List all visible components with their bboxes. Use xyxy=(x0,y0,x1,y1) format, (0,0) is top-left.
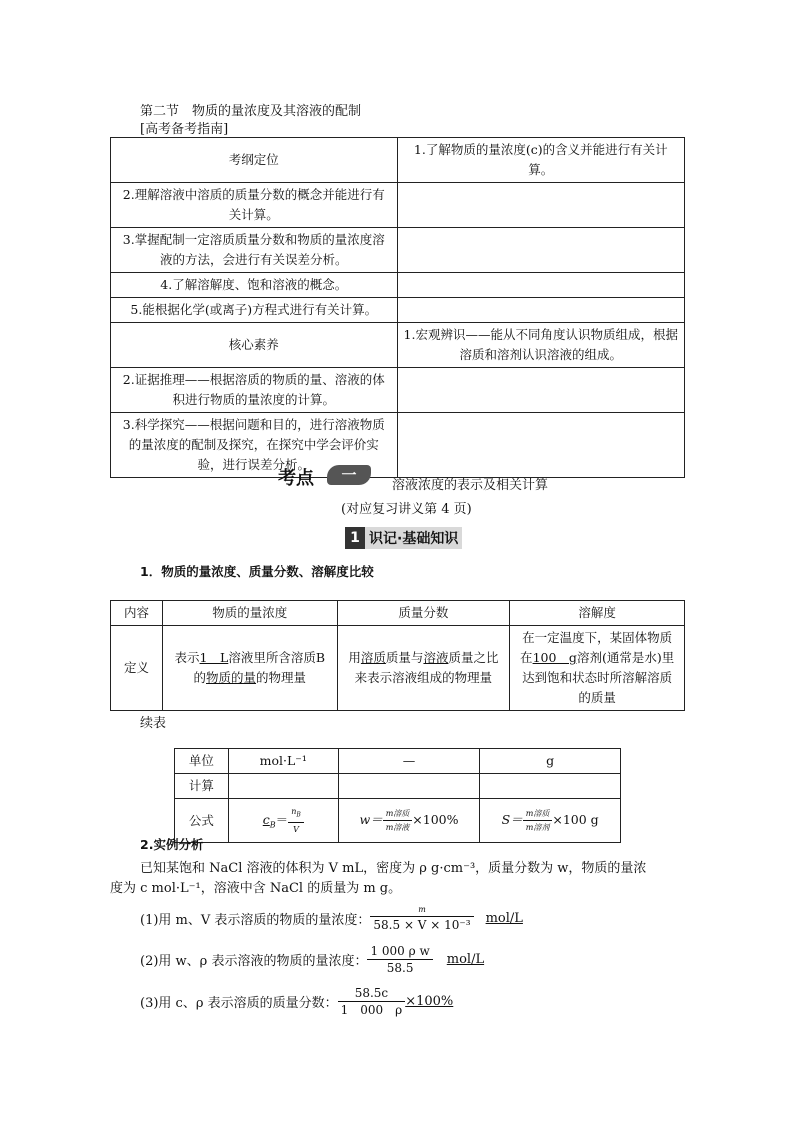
text: m xyxy=(370,903,473,917)
text: V xyxy=(293,824,299,834)
text: m溶质 xyxy=(383,807,413,821)
text: B xyxy=(269,820,276,830)
badge-number: 一 xyxy=(341,466,357,484)
text: ×100 g xyxy=(552,812,599,827)
text: 在一定温度下，某固体物质在 xyxy=(520,630,673,665)
kaodian-heading xyxy=(278,464,314,490)
cell: 1.宏观辨识——能从不同角度认识物质组成，根据溶质和溶剂认识溶液的组成。 xyxy=(397,323,685,368)
text: c xyxy=(262,812,270,827)
kaodian-text: 考点 xyxy=(278,468,314,489)
guide-label: [高考备考指南] xyxy=(140,122,229,137)
cell: 5.能根据化学(或离子)方程式进行有关计算。 xyxy=(111,298,398,323)
cell: 定义 xyxy=(111,626,163,711)
item2-para1: 已知某饱和 NaCl 溶液的体积为 V mL，密度为 ρ g·cm⁻³，质量分数为 w，物质的量浓 xyxy=(140,861,647,876)
text: m溶液 xyxy=(385,823,410,832)
header-cell: 溶解度 xyxy=(510,601,685,626)
cell xyxy=(397,228,685,273)
cell xyxy=(337,626,510,711)
cell: 核心素养 xyxy=(111,323,398,368)
formula-c-lhs xyxy=(262,812,276,830)
table-row xyxy=(111,273,685,298)
text: 1 000 ρ xyxy=(340,1003,403,1017)
text: (1)用 m、V 表示溶质的物质的量浓度： xyxy=(140,912,371,928)
question-1 xyxy=(140,903,523,933)
text: 溶液 xyxy=(423,650,449,665)
table-row xyxy=(111,183,685,228)
table-row xyxy=(111,228,685,273)
table-row xyxy=(111,298,685,323)
cell xyxy=(228,774,338,799)
cell xyxy=(397,298,685,323)
section-ref: (对应复习讲义第 4 页) xyxy=(341,502,472,517)
continued-label: 续表 xyxy=(140,716,167,731)
item2-para2: 度为 c mol·L⁻¹，溶液中含 NaCl 的质量为 m g。 xyxy=(110,881,402,896)
formula-w-frac xyxy=(383,807,413,834)
header-cell: 物质的量浓度 xyxy=(162,601,337,626)
text: 100 g xyxy=(532,650,577,665)
cell: 2.理解溶液中溶质的质量分数的概念并能进行有关计算。 xyxy=(111,183,398,228)
cell: g xyxy=(480,749,621,774)
cell: 3.掌握配制一定溶质质量分数和物质的量浓度溶液的方法，会进行有关误差分析。 xyxy=(111,228,398,273)
cell: 考纲定位 xyxy=(111,138,398,183)
cell: 单位 xyxy=(175,749,229,774)
cell xyxy=(480,774,621,799)
text: 溶液里所含溶质B 的 xyxy=(193,650,325,685)
text: n xyxy=(291,807,297,817)
text: mol/L xyxy=(485,910,523,926)
unit-table xyxy=(174,748,621,843)
text: (3)用 c、ρ 表示溶质的质量分数： xyxy=(140,996,338,1011)
cell xyxy=(397,368,685,413)
header-cell: 质量分数 xyxy=(337,601,510,626)
cell: 公式 xyxy=(175,799,229,843)
text: 质量与 xyxy=(385,650,424,665)
header-cell: 内容 xyxy=(111,601,163,626)
cell xyxy=(162,626,337,711)
text: 的物理量 xyxy=(256,670,307,685)
text: S＝ xyxy=(501,812,523,827)
compare-table xyxy=(110,600,685,711)
q2-frac xyxy=(367,943,432,976)
cell: mol·L⁻¹ xyxy=(228,749,338,774)
text: 溶质 xyxy=(360,650,386,665)
item2-title: 2.实例分析 xyxy=(140,837,204,852)
text: 1 L xyxy=(199,650,229,665)
page-title: 第二节 物质的量浓度及其溶液的配制 xyxy=(140,104,362,119)
table-row xyxy=(175,749,621,774)
cell: 3.科学探究——根据问题和目的，进行溶液物质的量浓度的配制及探究，在探究中学会评价实验，进行误差分析。 xyxy=(111,413,398,478)
cell xyxy=(397,183,685,228)
table-row xyxy=(111,626,685,711)
table-row xyxy=(111,323,685,368)
cell: $c_B=$ $\frac{n_B}{V}$ xyxy=(228,799,338,843)
text: B xyxy=(296,811,301,819)
cell xyxy=(338,799,480,843)
cell xyxy=(338,774,480,799)
table-row xyxy=(111,601,685,626)
cell xyxy=(510,626,685,711)
guide-table xyxy=(110,137,685,478)
kaodian-badge xyxy=(327,465,371,485)
label-text: 识记·基础知识 xyxy=(369,531,459,547)
text: 用 xyxy=(348,650,361,665)
question-2 xyxy=(140,943,484,976)
section-title: 溶液浓度的表示及相关计算 xyxy=(392,478,549,493)
text: 质量之比来表示溶液组成的物理量 xyxy=(354,650,499,685)
item1-title: 1．物质的量浓度、质量分数、溶解度比较 xyxy=(140,564,374,579)
table-row xyxy=(175,799,621,843)
text: 58.5 × V × 10⁻³ xyxy=(373,918,471,932)
table-row xyxy=(175,774,621,799)
cell xyxy=(480,799,621,843)
text: ×100% xyxy=(412,812,459,827)
question-3 xyxy=(140,985,453,1018)
text: 物质的量 xyxy=(206,670,257,685)
text: mol/L xyxy=(446,952,485,967)
text: 58.5 xyxy=(386,961,414,975)
formula-s-frac xyxy=(523,807,553,834)
cell xyxy=(397,273,685,298)
cell: 4.了解溶解度、饱和溶液的概念。 xyxy=(111,273,398,298)
cell: 2.证据推理——根据溶质的物质的量、溶液的体积进行物质的量浓度的计算。 xyxy=(111,368,398,413)
text: 58.5c xyxy=(338,985,406,1002)
text: w＝ xyxy=(359,812,383,827)
label-number: 1 xyxy=(345,527,365,549)
table-row xyxy=(111,413,685,478)
q3-frac xyxy=(338,985,406,1018)
cell xyxy=(397,413,685,478)
q1-frac xyxy=(370,903,473,933)
cell: 1.了解物质的量浓度(c)的含义并能进行有关计算。 xyxy=(397,138,685,183)
text: 表示 xyxy=(174,650,200,665)
text: ×100% xyxy=(405,994,454,1009)
section-label xyxy=(345,527,462,549)
table-row xyxy=(111,138,685,183)
text: m溶质 xyxy=(523,807,553,821)
cell: 计算 xyxy=(175,774,229,799)
formula-c-frac xyxy=(288,805,304,836)
table-row xyxy=(111,368,685,413)
cell: — xyxy=(338,749,480,774)
text: m溶剂 xyxy=(525,823,550,832)
text: 溶剂(通常是水)里达到饱和状态时所溶解溶质的质量 xyxy=(522,650,675,705)
text: (2)用 w、ρ 表示溶液的物质的量浓度： xyxy=(140,954,368,969)
text: 1 000 ρ w xyxy=(367,943,432,960)
